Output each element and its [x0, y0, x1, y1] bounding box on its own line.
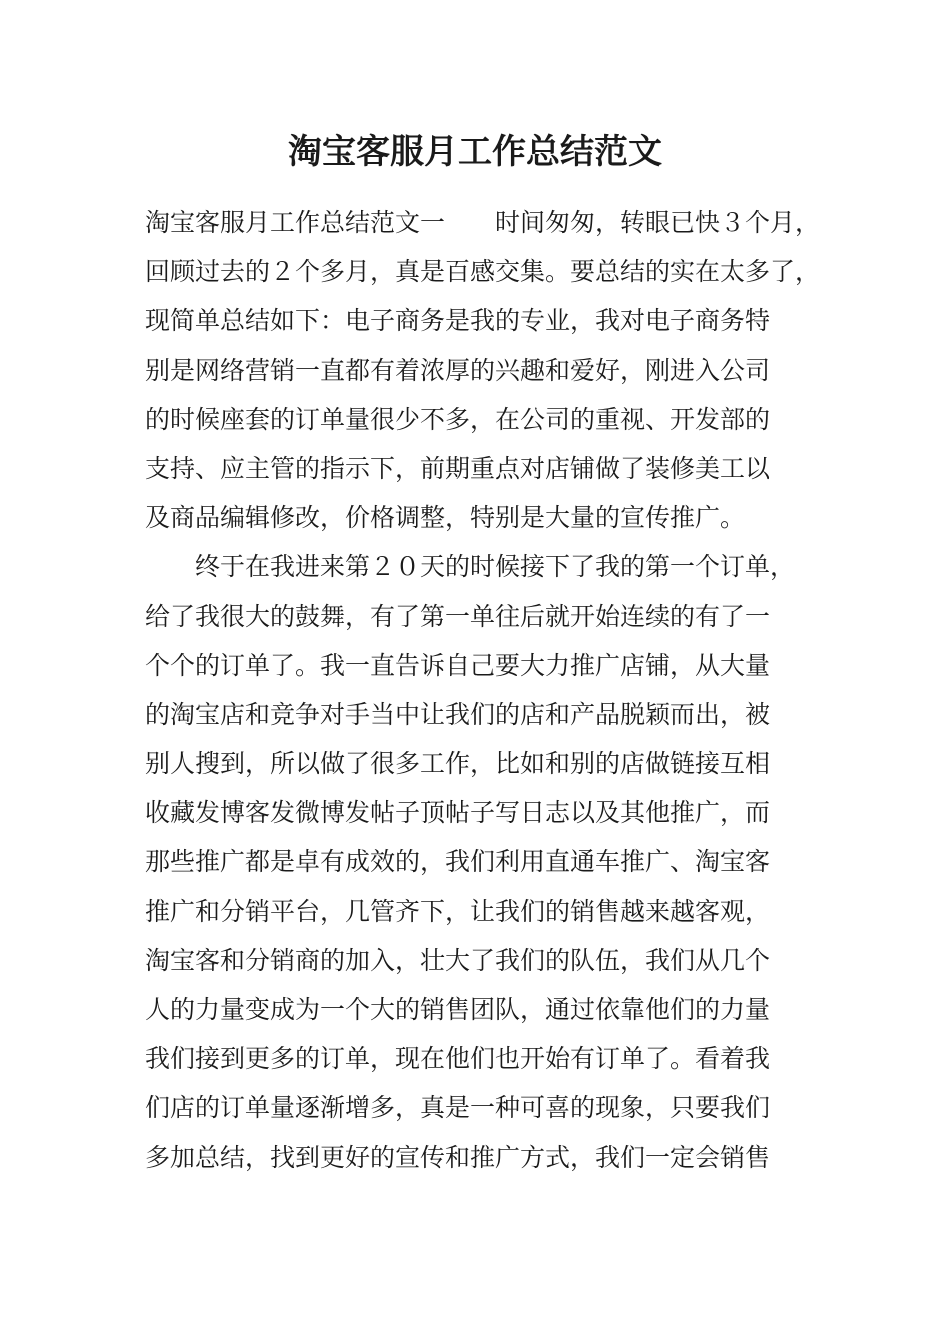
- text-line: 人的力量变成为一个大的销售团队，通过依靠他们的力量: [145, 995, 771, 1024]
- text-line: 终于在我进来第２０天的时候接下了我的第一个订单，: [195, 552, 796, 582]
- text-line: 的淘宝店和竞争对手当中让我们的店和产品脱颖而出，被: [145, 699, 771, 729]
- text-line: 那些推广都是卓有成效的，我们利用直通车推广、淘宝客: [145, 847, 771, 877]
- text-line: 淘宝客服月工作总结范文一 时间匆匆，转眼已快３个月，: [145, 208, 820, 237]
- text-line: 回顾过去的２个多月，真是百感交集。要总结的实在太多了，: [145, 257, 820, 287]
- text-line: 们店的订单量逐渐增多，真是一种可喜的现象，只要我们: [145, 1093, 771, 1123]
- text-line: 的时候座套的订单量很少不多，在公司的重视、开发部的: [145, 404, 771, 434]
- text-line: 收藏发博客发微博发帖子顶帖子写日志以及其他推广，而: [145, 798, 771, 828]
- text-line: 现简单总结如下：电子商务是我的专业，我对电子商务特: [145, 306, 771, 336]
- document-body: [145, 198, 820, 1182]
- text-line: 推广和分销平台，几管齐下，让我们的销售越来越客观，: [145, 896, 771, 926]
- page-title: 淘宝客服月工作总结范文: [288, 132, 662, 172]
- text-line: 支持、应主管的指示下，前期重点对店铺做了装修美工以: [145, 453, 771, 483]
- text-line: 淘宝客和分销商的加入，壮大了我们的队伍，我们从几个: [145, 945, 771, 975]
- text-line: 给了我很大的鼓舞，有了第一单往后就开始连续的有了一: [145, 601, 771, 631]
- text-line: 别是网络营销一直都有着浓厚的兴趣和爱好，刚进入公司: [145, 355, 771, 385]
- text-line: 个个的订单了。我一直告诉自己要大力推广店铺，从大量: [145, 650, 771, 680]
- text-line: 别人搜到，所以做了很多工作，比如和别的店做链接互相: [145, 749, 771, 779]
- text-line: 我们接到更多的订单，现在他们也开始有订单了。看着我: [145, 1044, 771, 1074]
- text-line: 多加总结，找到更好的宣传和推广方式，我们一定会销售: [145, 1142, 771, 1172]
- text-line: 及商品编辑修改，价格调整，特别是大量的宣传推广。: [145, 503, 746, 533]
